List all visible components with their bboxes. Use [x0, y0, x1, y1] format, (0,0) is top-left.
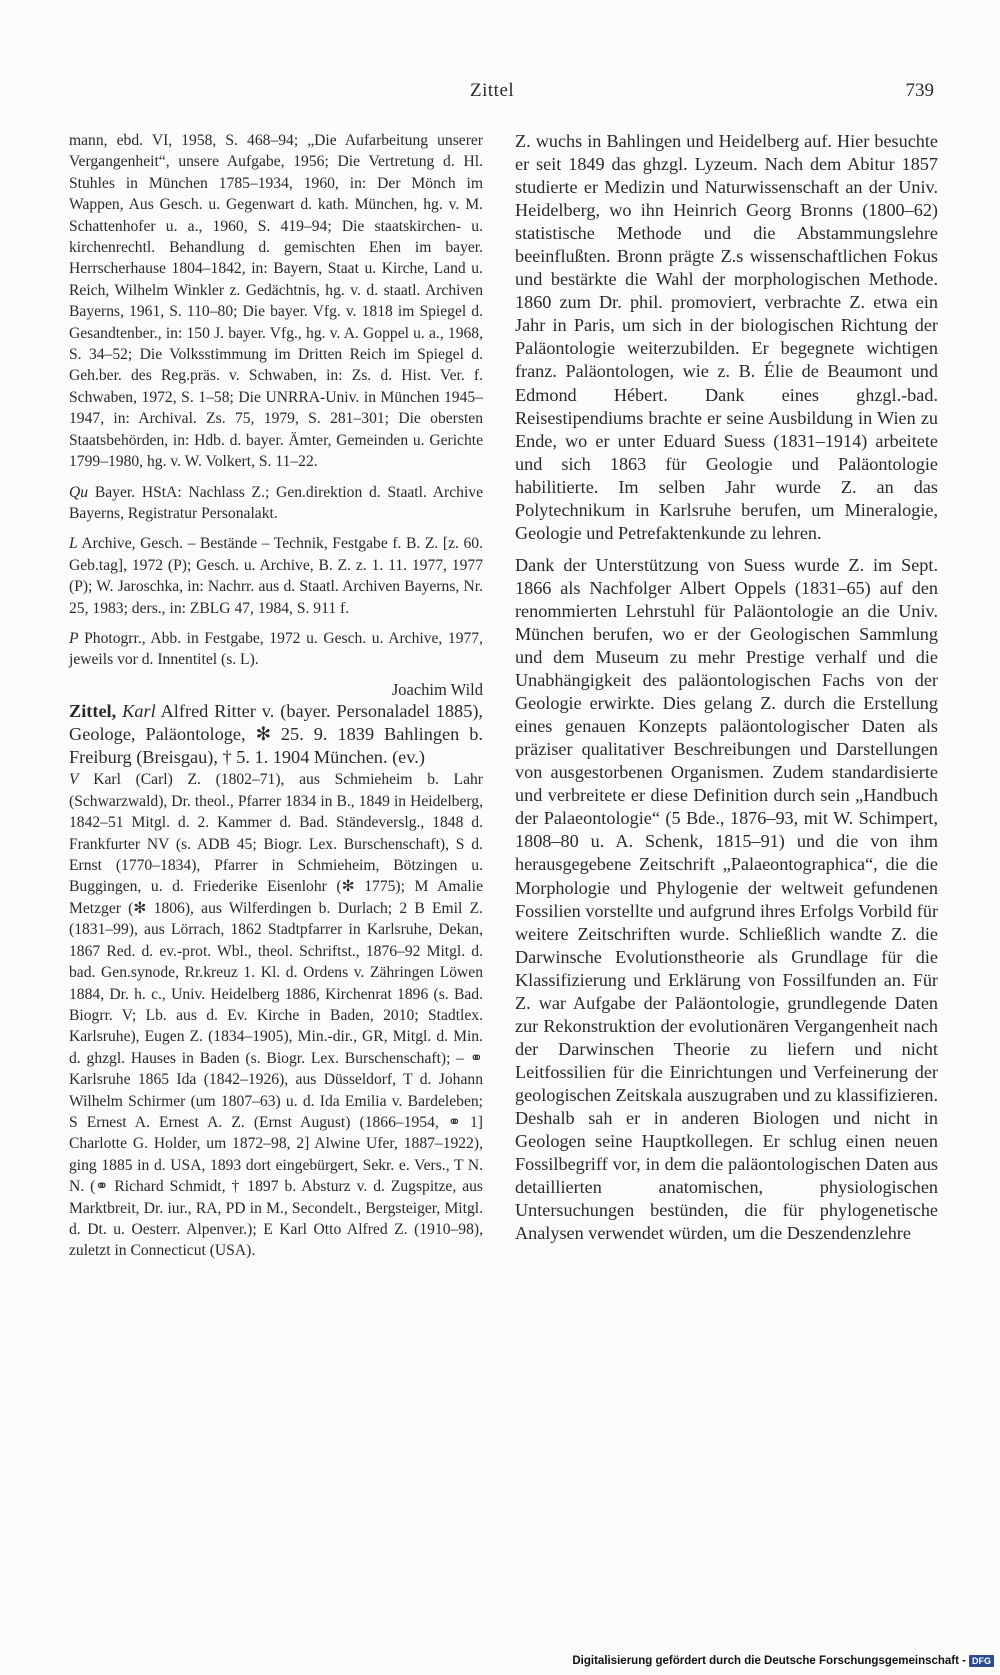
- literature-tag: L: [69, 535, 78, 553]
- portraits-tag: P: [69, 629, 79, 647]
- genealogy-text: Karl (Carl) Z. (1802–71), aus Schmieheim b. Lahr (Schwarzwald), Dr. theol., Pfarrer 1834 in B., 1849 in Heidelberg, 1842–51 Mitgl. d. 2. Kammer d. Bad. Ständeverslg., 1848 d. Frankfurter NV (s. ADB 45; Biogr. Lex. Burschenschaft), S d. Ernst (1770–1834), Pfarrer in Schmieheim, Bötzingen u. Buggingen, u. d. Friederike Eisenlohr (✻ 1775); M Amalie Metzger (✻ 1806), aus Wilferdingen b. Durlach; 2 B Emil Z. (1831–99), aus Lörrach, 1862 Stadtpfarrer in Karlsruhe, Dekan, 1867 Red. d. ev.-prot. Wbl., theol. Schriftst., 1876–92 Mitgl. d. bad. Gen.synode, Rr.kreuz 1. Kl. d. Ordens v. Zähringen Löwen 1884, Dr. h. c., Univ. Heidelberg 1886, Kirchenrat 1896 (s. Bad. Biogrr. V; Lb. aus d. Ev. Kirche in Baden, 2010; Stadtlex. Karlsruhe), Eugen Z. (1834–1905), Min.-dir., GR, Mitgl. d. Min. d. ghzgl. Hauses in Baden (s. Biogr. Lex. Burschenschaft); – ⚭ Karlsruhe 1865 Ida (1842–1926), aus Düsseldorf, T d. Johann Wilhelm Schirmer (um 1807–63) u. d. Ida Emilia v. Bardeleben; S Ernest A. Ernest A. Z. (Ernst August) (1866–1954, ⚭ 1] Charlotte G. Holder, um 1872–98, 2] Alwine Ufer, 1887–1922), ging 1885 in d. USA, 1893 dort eingebürgert, Sekr. e. Vers., T N. N. (⚭ Richard Schmidt, † 1897 b. Absturz v. d. Zugspitze, aus Marktbreit, Dr. iur., RA, PD in M., Secondelt., Bergsteiger, Mitgl. d. Dt. u. Oesterr. Alpenver.); E Karl Otto Alfred Z. (1910–98), zuletzt in Connecticut (USA).: [69, 771, 483, 1260]
- dfg-logo: DFG: [969, 1655, 994, 1667]
- page-number: 739: [905, 80, 934, 101]
- entry-forename: Karl: [122, 701, 156, 722]
- left-column: [69, 130, 483, 1262]
- funding-footer: [572, 1655, 994, 1667]
- right-column: [515, 130, 938, 1245]
- literature-text: Archive, Gesch. – Bestände – Technik, Festgabe f. B. Z. [z. 60. Geb.tag], 1972 (P); Gesch. u. Archive, B. Z. z. 1. 11. 1977, 1977 (P); W. Jaroschka, in: Nachrr. aus d. Staatl. Archiven Bayerns, Nr. 25, 1983; ders., in: ZBLG 47, 1984, S. 911 f.: [69, 535, 483, 617]
- biography-paragraph-1: Z. wuchs in Bahlingen und Heidelberg auf. Hier besuchte er seit 1849 das ghzgl. Lyzeum. Nach dem Abitur 1857 studierte er Medizin und Naturwissenschaft an der Univ. Heidelberg, wo ihn Heinrich Georg Bronns (1800–62) statistische Methode und die Abstammungslehre beeinflußten. Bronn prägte Z.s wissenschaftlichen Fokus und bestärkte die Wahl der morphologischen Methode. 1860 zum Dr. phil. promoviert, verbrachte Z. etwa ein Jahr in Paris, um sich in der biologischen Richtung der Paläontologie weiterzubilden. Er begegnete wichtigen franz. Paläontologen, wie z. B. Élie de Beaumont und Edmond Hébert. Dank eines ghzgl.-bad. Reisestipendiums brachte er seine Ausbildung in Wien zu Ende, wo er unter Eduard Suess (1831–1914) arbeitete und sich 1863 für Geologie und Paläontologie habilitierte. Im selben Jahr wurde Z. an das Polytechnikum in Karlsruhe berufen, um Mineralogie, Geologie und Petrefaktenkunde zu lehren.: [515, 131, 938, 543]
- article-author: Joachim Wild: [391, 679, 483, 699]
- sources-section: [69, 482, 483, 525]
- genealogy-tag: V: [69, 771, 79, 789]
- entry-surname: Zittel,: [69, 701, 117, 722]
- biography-paragraph-2: Dank der Unterstützung von Suess wurde Z. im Sept. 1866 als Nachfolger Albert Oppels (1831–65) auf den renommierten Lehrstuhl für Paläontologie an die Univ. München berufen, wo er der Geologischen Sammlung und dem Museum zu mehr Prestige verhalf und die Unabhängigkeit des paläontologischen Fachs von der Geologie erwirkte. Dies gelang Z. durch die Erstellung eines genauen Konzepts paläontologischer Daten als präziser qualitativer Beschreibungen und Darstellungen von ausgestorbenen Organismen. Zudem standardisierte und verbreitete er diese Definition durch sein „Handbuch der Palaeontologie“ (5 Bde., 1876–93, mit W. Schimpert, 1808–80 u. A. Schenk, 1815–91) und die von ihm herausgegebene Zeitschrift „Palaeontographica“, die die Morphologie und Phylogenie der weltweit gefundenen Fossilien vorstellte und aufgrund ihres Erfolgs Vorbild für weitere Zeitschriften wurde. Schließlich wandte Z. die Darwinsche Evolutionstheorie als Grundlage für die Klassifizierung und Erklärung von Fossilfunden an. Für Z. war Aufgabe der Paläontologie, grundlegende Daten zur Rekonstruktion der evolutionären Vergangenheit nach der Darwinschen Theorie zu liefern und nicht Leitfossilien für die Einrichtungen und Verfeinerung der geologischen Zeitskala auszugraben und zu klassifizieren. Deshalb sah er in anderen Biologen und nicht in Geologen seine Hauptkollegen. Er schlug einen neuen Fossilbegriff vor, in dem die paläontologischen Daten aus detaillierten anatomischen, physiologischen Untersuchungen bestünden, die für phylogenetische Analysen verwendet würden, um die Deszendenzlehre: [515, 554, 938, 1244]
- literature-section: [69, 533, 483, 619]
- portraits-text: Photogrr., Abb. in Festgabe, 1972 u. Gesch. u. Archive, 1977, jeweils vor d. Innentitel (s. L).: [69, 629, 483, 669]
- entry-heading-text: Alfred Ritter v. (bayer. Personaladel 1885), Geologe, Paläontologe, ✻ 25. 9. 1839 Bahlingen b. Freiburg (Breisgau), † 5. 1. 1904 München. (ev.): [69, 701, 483, 768]
- genealogy-section: [69, 769, 483, 1261]
- running-head: Zittel: [470, 80, 515, 101]
- portraits-section: [69, 628, 483, 671]
- entry-heading: [69, 700, 483, 769]
- sources-text: Bayer. HStA: Nachlass Z.; Gen.direktion d. Staatl. Archive Bayerns, Registratur Personalakt.: [69, 483, 483, 522]
- funding-text: Digitalisierung gefördert durch die Deutsche Forschungsgemeinschaft -: [572, 1655, 966, 1667]
- bibliography-continuation: mann, ebd. VI, 1958, S. 468–94; „Die Aufarbeitung unserer Vergangenheit“, unsere Aufgabe, 1956; Die Vertretung d. Hl. Stuhles in München 1785–1934, 1960, in: Der Mönch im Wappen, Aus Gesch. u. Gegenwart d. kath. München, hg. v. M. Schattenhofer u. a., 1960, S. 419–94; Die staatskirchen- u. kirchenrechtl. Behandlung d. gemischten Ehen im bayer. Herrscherhause 1804–1842, in: Bayern, Staat u. Kirche, Land u. Reich, Wilhelm Winkler z. Gedächtnis, hg. v. d. staatl. Archiven Bayerns, 1961, S. 110–80; Die bayer. Vfg. v. 1818 im Spiegel d. Gesandtenber., in: 150 J. bayer. Vfg., hg. v. A. Goppel u. a., 1968, S. 34–52; Die Volksstimmung im Dritten Reich im Spiegel d. Geh.ber. des Reg.präs. v. Schwaben, in: Zs. d. Hist. Ver. f. Schwaben, 1972, S. 1–58; Die UNRRA-Univ. in München 1945–1947, in: Archival. Zs. 75, 1979, S. 281–301; Die obersten Staatsbehörden, in: Hdb. d. bayer. Ämter, Gemeinden u. Gerichte 1799–1980, hg. v. W. Volkert, S. 11–22.: [69, 132, 483, 471]
- sources-tag: Qu: [69, 483, 89, 501]
